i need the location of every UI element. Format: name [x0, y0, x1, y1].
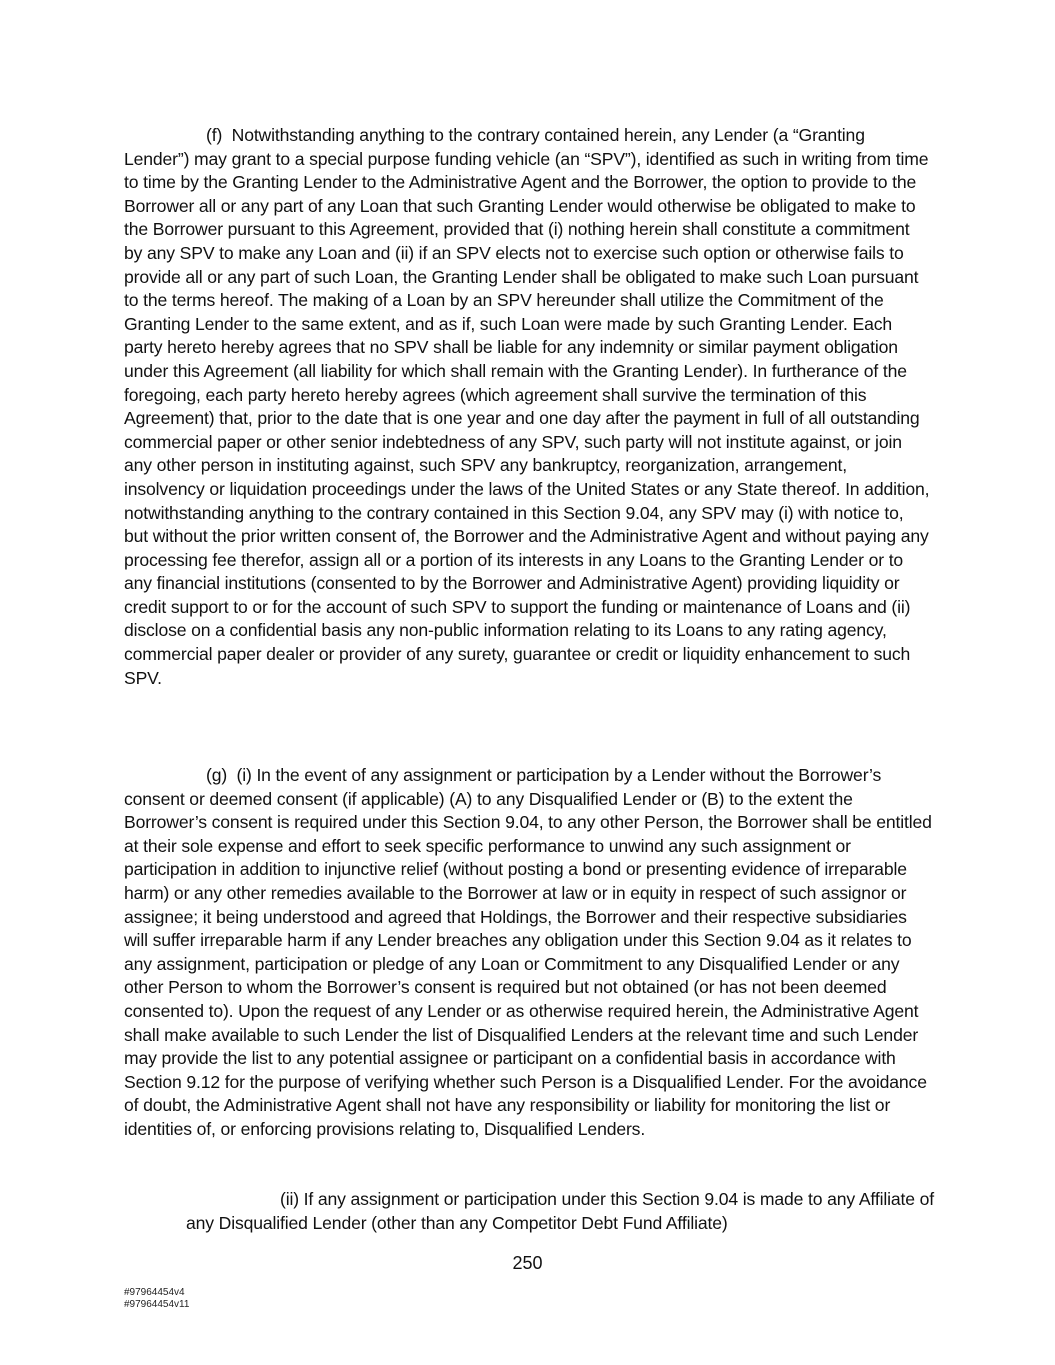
- doc-id-line-2: #97964454v11: [124, 1299, 190, 1310]
- paragraph-g: [124, 764, 932, 1142]
- document-identifiers: [124, 1287, 189, 1311]
- doc-id-line-1: #97964454v4: [124, 1287, 185, 1298]
- paragraph-f-text: (f) Notwithstanding anything to the contrary contained herein, any Lender (a “Granting Lender”) may grant to a special purpose funding vehicle (an “SPV”), identified as such in writing from time to time by the Granting Lender to the Administrative Agent and the Borrower, the option to provide to the Borrower all or any part of any Loan that such Granting Lender would otherwise be obligated to make to the Borrower pursuant to this Agreement, provided that (i) nothing herein shall constitute a commitment by any SPV to make any Loan and (ii) if an SPV elects not to exercise such option or otherwise fails to provide all or any part of such Loan, the Granting Lender shall be obligated to make such Loan pursuant to the terms hereof. The making of a Loan by an SPV hereunder shall utilize the Commitment of the Granting Lender to the same extent, and as if, such Loan were made by such Granting Lender. Each party hereto hereby agrees that no SPV shall be liable for any indemnity or similar payment obligation under this Agreement (all liability for which shall remain with the Granting Lender). In furtherance of the foregoing, each party hereto hereby agrees (which agreement shall survive the termination of this Agreement) that, prior to the date that is one year and one day after the payment in full of all outstanding commercial paper or other senior indebtedness of any SPV, such party will not institute against, or join any other person in instituting against, such SPV any bankruptcy, reorganization, arrangement, insolvency or liquidation proceedings under the laws of the United States or any State thereof. In addition, notwithstanding anything to the contrary contained in this Section 9.04, any SPV may (i) with notice to, but without the prior written consent of, the Borrower and the Administrative Agent and without paying any processing fee therefor, assign all or a portion of its interests in any Loans to the Granting Lender or to any financial institutions (consented to by the Borrower and Administrative Agent) providing liquidity or credit support to or for the account of such SPV to support the funding or maintenance of Loans and (ii) disclose on a confidential basis any non-public information relating to its Loans to any rating agency, commercial paper dealer or provider of any surety, guarantee or credit or liquidity enhancement to such SPV.: [124, 125, 930, 688]
- page-number: 250: [512, 1253, 543, 1273]
- paragraph-g-text: (g) (i) In the event of any assignment or participation by a Lender without the Borrower’s consent or deemed consent (if applicable) (A) to any Disqualified Lender or (B) to the extent the Borrower’s consent is required under this Section 9.04, to any other Person, the Borrower shall be entitled at their sole expense and effort to seek specific performance to unwind any such assignment or participation in addition to injunctive relief (without posting a bond or presenting evidence of irreparable harm) or any other remedies available to the Borrower at law or in equity in respect of such assignor or assignee; it being understood and agreed that Holdings, the Borrower and their respective subsidiaries will suffer irreparable harm if any Lender breaches any obligation under this Section 9.04 as it relates to any assignment, participation or pledge of any Loan or Commitment to any Disqualified Lender or any other Person to whom the Borrower’s consent is required but not obtained (or has not been deemed consented to). Upon the request of any Lender or as otherwise required herein, the Administrative Agent shall make available to such Lender the list of Disqualified Lenders at the relevant time and such Lender may provide the list to any potential assignee or participant on a confidential basis in accordance with Section 9.12 for the purpose of verifying whether such Person is a Disqualified Lender. For the avoidance of doubt, the Administrative Agent shall not have any responsibility or liability for monitoring the list or identities of, or enforcing provisions relating to, Disqualified Lenders.: [124, 765, 932, 1139]
- paragraph-g-ii-text: (ii) If any assignment or participation under this Section 9.04 is made to any Affiliate of any Disqualified Lender (other than any Competitor Debt Fund Affiliate): [186, 1189, 934, 1233]
- paragraph-f: [124, 124, 932, 690]
- paragraph-g-ii: [186, 1188, 936, 1235]
